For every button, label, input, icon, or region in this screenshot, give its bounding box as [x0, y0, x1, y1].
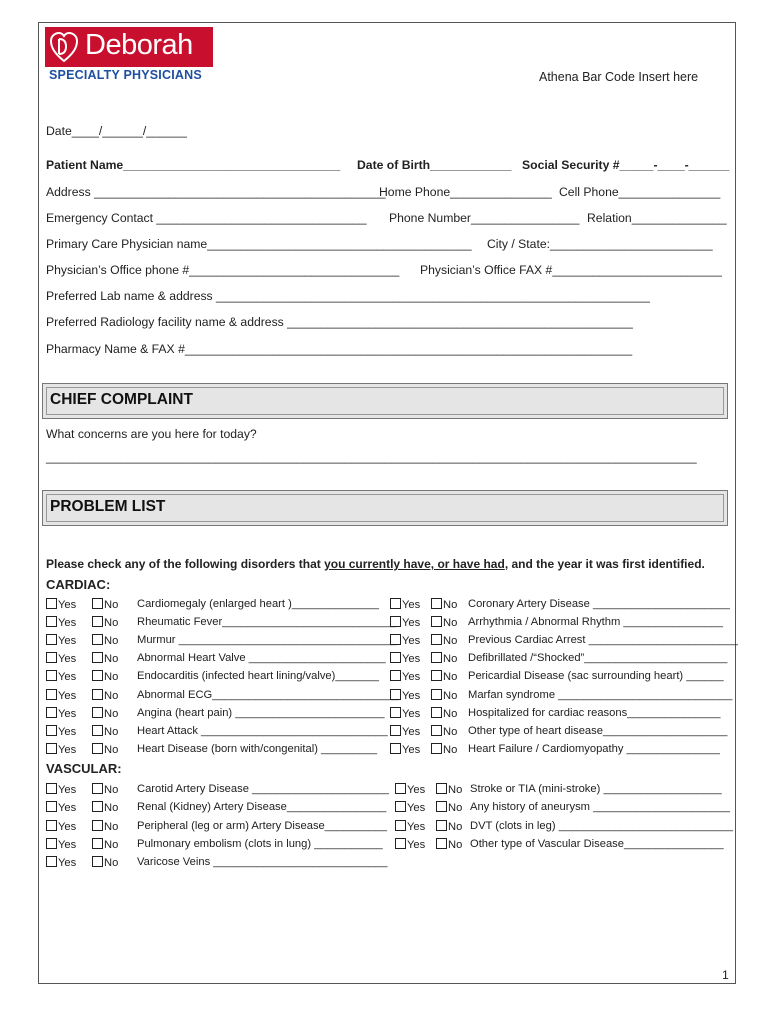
checkbox[interactable] — [46, 725, 57, 736]
checkbox-label: Yes — [407, 784, 426, 796]
vascular-left-yes-checkbox[interactable] — [46, 820, 76, 833]
checkbox-label: Yes — [402, 743, 421, 756]
cardiac-right-item: Hospitalized for cardiac reasons_______________ — [468, 706, 721, 719]
heart-logo-icon — [49, 30, 79, 64]
cardiac-right-item: Defibrillated /“Shocked”_______________________ — [468, 652, 728, 665]
checkbox-label: Yes — [58, 743, 77, 756]
vascular-left-no-checkbox[interactable] — [92, 820, 118, 833]
vascular-left-no-checkbox[interactable] — [92, 783, 118, 796]
checkbox[interactable] — [46, 689, 57, 700]
checkbox[interactable] — [46, 783, 57, 794]
checkbox-label: No — [443, 653, 458, 666]
chief-complaint-header — [42, 383, 728, 419]
cardiac-right-yes-checkbox[interactable] — [390, 598, 420, 611]
checkbox[interactable] — [431, 725, 442, 736]
checkbox-label: Yes — [402, 653, 421, 666]
vascular-left-no-checkbox[interactable] — [92, 801, 118, 814]
checkbox-label: Yes — [58, 599, 77, 611]
checkbox-label: Yes — [58, 653, 77, 666]
checkbox[interactable] — [92, 820, 103, 831]
checkbox-label: Yes — [58, 820, 77, 833]
checkbox[interactable] — [46, 707, 57, 718]
cardiac-left-no-checkbox[interactable] — [92, 652, 118, 665]
checkbox[interactable] — [46, 670, 57, 681]
checkbox[interactable] — [92, 856, 103, 867]
problem-list-instruction: Please check any of the following disorders that you currently have, or have had, and the year it was first identified. — [46, 557, 705, 571]
vascular-left-item: Varicose Veins ____________________________ — [137, 856, 388, 869]
checkbox[interactable] — [390, 725, 401, 736]
cardiac-right-item: Coronary Artery Disease ______________________ — [468, 598, 730, 610]
vascular-right-yes-checkbox[interactable] — [395, 783, 425, 796]
checkbox-label: Yes — [402, 617, 421, 630]
checkbox-label: No — [443, 635, 458, 648]
vascular-right-no-checkbox[interactable] — [436, 801, 462, 814]
checkbox[interactable] — [92, 634, 103, 645]
ssn-field[interactable]: Social Security #_____-____-______ — [522, 158, 730, 172]
vascular-right-yes-checkbox[interactable] — [395, 801, 425, 814]
checkbox[interactable] — [390, 598, 401, 609]
logo-subtitle: SPECIALTY PHYSICIANS — [49, 68, 202, 82]
checkbox[interactable] — [431, 598, 442, 609]
checkbox[interactable] — [92, 801, 103, 812]
vascular-right-no-checkbox[interactable] — [436, 838, 462, 851]
office-phone-field[interactable]: Physician’s Office phone #_______________________________ — [46, 263, 400, 277]
checkbox-label: No — [448, 838, 463, 851]
vascular-left-no-checkbox[interactable] — [92, 838, 118, 851]
checkbox[interactable] — [390, 652, 401, 663]
vascular-left-no-checkbox[interactable] — [92, 856, 118, 869]
checkbox[interactable] — [395, 838, 406, 849]
checkbox[interactable] — [92, 707, 103, 718]
checkbox-label: Yes — [58, 707, 77, 720]
checkbox-label: Yes — [402, 671, 421, 684]
checkbox[interactable] — [395, 783, 406, 794]
logo-banner — [45, 27, 213, 67]
cardiac-right-yes-checkbox[interactable] — [390, 652, 420, 665]
logo-name: Deborah — [85, 29, 193, 61]
cardiac-right-no-checkbox[interactable] — [431, 689, 457, 702]
checkbox[interactable] — [92, 783, 103, 794]
radiology-field[interactable]: Preferred Radiology facility name & address ___________________________________________________ — [46, 315, 633, 329]
checkbox-label: No — [104, 802, 119, 815]
cardiac-left-yes-checkbox[interactable] — [46, 670, 76, 683]
cardiac-left-item: Heart Attack ______________________________ — [137, 724, 388, 737]
checkbox-label: Yes — [402, 599, 421, 611]
checkbox-label: Yes — [58, 689, 77, 702]
checkbox[interactable] — [390, 634, 401, 645]
vascular-right-no-checkbox[interactable] — [436, 783, 462, 796]
checkbox[interactable] — [92, 689, 103, 700]
checkbox-label: Yes — [58, 784, 77, 796]
checkbox[interactable] — [92, 616, 103, 627]
cardiac-left-item: Abnormal Heart Valve ______________________ — [137, 652, 386, 665]
checkbox[interactable] — [431, 670, 442, 681]
checkbox[interactable] — [46, 652, 57, 663]
checkbox-label: Yes — [407, 802, 426, 815]
vascular-left-item: Pulmonary embolism (clots in lung) ___________ — [137, 837, 383, 850]
chief-complaint-question: What concerns are you here for today? — [46, 427, 257, 441]
checkbox-label: No — [104, 820, 119, 833]
checkbox[interactable] — [390, 689, 401, 700]
cardiac-left-item: Abnormal ECG______________________________ — [137, 688, 399, 701]
office-fax-field[interactable]: Physician’s Office FAX #_________________________ — [420, 263, 722, 277]
vascular-left-item: Renal (Kidney) Artery Disease________________ — [137, 801, 387, 814]
address-field[interactable]: Address ___________________________________________ — [46, 185, 386, 199]
checkbox-label: No — [448, 820, 463, 833]
vascular-right-item: Other type of Vascular Disease________________ — [470, 837, 724, 850]
cardiac-left-no-checkbox[interactable] — [92, 598, 118, 611]
checkbox-label: No — [104, 653, 119, 666]
cardiac-heading: CARDIAC: — [46, 577, 111, 592]
vascular-left-item: Peripheral (leg or arm) Artery Disease__________ — [137, 819, 387, 832]
checkbox[interactable] — [431, 634, 442, 645]
city-state-field[interactable]: City / State:________________________ — [487, 237, 713, 251]
patient-name-field[interactable]: Patient Name________________________________ — [46, 158, 341, 172]
cardiac-right-no-checkbox[interactable] — [431, 598, 457, 611]
checkbox-label: Yes — [402, 689, 421, 702]
checkbox[interactable] — [436, 801, 447, 812]
cardiac-left-no-checkbox[interactable] — [92, 707, 118, 720]
home-phone-field[interactable]: Home Phone_______________ — [379, 185, 552, 199]
cardiac-right-no-checkbox[interactable] — [431, 743, 457, 756]
page-number: 1 — [722, 968, 729, 982]
cardiac-left-no-checkbox[interactable] — [92, 616, 118, 629]
cardiac-left-yes-checkbox[interactable] — [46, 689, 76, 702]
cardiac-left-yes-checkbox[interactable] — [46, 652, 76, 665]
cardiac-right-no-checkbox[interactable] — [431, 616, 457, 629]
cardiac-left-yes-checkbox[interactable] — [46, 634, 76, 647]
checkbox-label: Yes — [402, 707, 421, 720]
cardiac-right-item: Previous Cardiac Arrest ________________________ — [468, 634, 738, 647]
lab-field[interactable]: Preferred Lab name & address ________________________________________________________________ — [46, 289, 650, 303]
vascular-left-yes-checkbox[interactable] — [46, 856, 76, 869]
checkbox[interactable] — [431, 616, 442, 627]
cardiac-left-yes-checkbox[interactable] — [46, 743, 76, 756]
checkbox[interactable] — [46, 838, 57, 849]
cardiac-right-no-checkbox[interactable] — [431, 725, 457, 738]
checkbox[interactable] — [46, 801, 57, 812]
checkbox-label: No — [104, 671, 119, 684]
checkbox-label: No — [104, 725, 119, 738]
checkbox-label: Yes — [402, 725, 421, 738]
barcode-note: Athena Bar Code Insert here — [539, 70, 699, 84]
pharmacy-field[interactable]: Pharmacy Name & FAX #__________________________________________________________________ — [46, 342, 633, 356]
checkbox[interactable] — [92, 598, 103, 609]
pcp-name-field[interactable]: Primary Care Physician name_______________________________________ — [46, 237, 472, 251]
cardiac-right-item: Other type of heart disease____________________ — [468, 724, 728, 737]
cardiac-right-item: Marfan syndrome ____________________________ — [468, 688, 733, 701]
checkbox[interactable] — [92, 838, 103, 849]
checkbox-label: No — [443, 725, 458, 738]
checkbox-label: No — [104, 617, 119, 630]
checkbox[interactable] — [431, 652, 442, 663]
checkbox-label: No — [104, 784, 119, 796]
checkbox-label: Yes — [58, 802, 77, 815]
cardiac-left-item: Heart Disease (born with/congenital) _________ — [137, 742, 378, 755]
checkbox[interactable] — [436, 783, 447, 794]
deborah-logo — [45, 27, 215, 83]
cardiac-right-yes-checkbox[interactable] — [390, 743, 420, 756]
checkbox-label: Yes — [407, 838, 426, 851]
checkbox-label: No — [104, 707, 119, 720]
checkbox-label: No — [443, 599, 458, 611]
cardiac-left-yes-checkbox[interactable] — [46, 725, 76, 738]
cardiac-right-item: Arrhythmia / Abnormal Rhythm ________________ — [468, 616, 723, 629]
checkbox[interactable] — [390, 707, 401, 718]
checkbox-label: No — [443, 707, 458, 720]
checkbox-label: Yes — [58, 635, 77, 648]
checkbox-label: Yes — [407, 820, 426, 833]
vascular-right-yes-checkbox[interactable] — [395, 838, 425, 851]
cardiac-right-yes-checkbox[interactable] — [390, 707, 420, 720]
vascular-left-yes-checkbox[interactable] — [46, 838, 76, 851]
cardiac-left-no-checkbox[interactable] — [92, 725, 118, 738]
checkbox-label: No — [104, 743, 119, 756]
checkbox[interactable] — [92, 652, 103, 663]
chief-complaint-title: CHIEF COMPLAINT — [50, 391, 193, 408]
cardiac-left-no-checkbox[interactable] — [92, 670, 118, 683]
cardiac-left-no-checkbox[interactable] — [92, 689, 118, 702]
vascular-right-item: DVT (clots in leg) ____________________________ — [470, 819, 733, 832]
checkbox[interactable] — [431, 689, 442, 700]
emergency-phone-field[interactable]: Phone Number________________ — [389, 211, 580, 225]
cardiac-left-yes-checkbox[interactable] — [46, 707, 76, 720]
cardiac-right-yes-checkbox[interactable] — [390, 634, 420, 647]
checkbox[interactable] — [390, 616, 401, 627]
checkbox-label: No — [443, 671, 458, 684]
checkbox-label: No — [104, 857, 119, 870]
vascular-right-item: Any history of aneurysm ______________________ — [470, 801, 730, 814]
checkbox[interactable] — [390, 670, 401, 681]
cardiac-right-yes-checkbox[interactable] — [390, 689, 420, 702]
checkbox-label: No — [448, 784, 463, 796]
checkbox-label: Yes — [402, 635, 421, 648]
emergency-contact-field[interactable]: Emergency Contact _______________________________ — [46, 211, 367, 225]
checkbox[interactable] — [46, 616, 57, 627]
checkbox-label: Yes — [58, 671, 77, 684]
cardiac-left-item: Endocarditis (infected heart lining/valve)_______ — [137, 670, 379, 683]
checkbox[interactable] — [92, 743, 103, 754]
cardiac-right-item: Heart Failure / Cardiomyopathy _______________ — [468, 742, 720, 755]
vascular-left-yes-checkbox[interactable] — [46, 801, 76, 814]
checkbox-label: No — [104, 838, 119, 851]
vascular-left-item: Carotid Artery Disease ______________________ — [137, 783, 389, 795]
checkbox[interactable] — [431, 707, 442, 718]
cardiac-left-no-checkbox[interactable] — [92, 743, 118, 756]
checkbox-label: No — [104, 635, 119, 648]
checkbox-label: No — [104, 599, 119, 611]
checkbox-label: Yes — [58, 838, 77, 851]
cardiac-right-no-checkbox[interactable] — [431, 670, 457, 683]
cardiac-left-yes-checkbox[interactable] — [46, 598, 76, 611]
checkbox-label: No — [104, 689, 119, 702]
cardiac-right-no-checkbox[interactable] — [431, 634, 457, 647]
checkbox-label: Yes — [58, 725, 77, 738]
checkbox-label: No — [443, 617, 458, 630]
cell-phone-field[interactable]: Cell Phone_______________ — [559, 185, 721, 199]
cardiac-left-yes-checkbox[interactable] — [46, 616, 76, 629]
cardiac-left-item: Cardiomegaly (enlarged heart )______________ — [137, 598, 379, 610]
cardiac-right-no-checkbox[interactable] — [431, 707, 457, 720]
cardiac-right-no-checkbox[interactable] — [431, 652, 457, 665]
cardiac-right-item: Pericardial Disease (sac surrounding heart) ______ — [468, 670, 724, 683]
checkbox[interactable] — [436, 820, 447, 831]
cardiac-left-item: Angina (heart pain) ________________________ — [137, 706, 385, 719]
checkbox[interactable] — [46, 743, 57, 754]
checkbox-label: No — [448, 802, 463, 815]
vascular-heading: VASCULAR: — [46, 761, 122, 776]
relation-field[interactable]: Relation______________ — [587, 211, 727, 225]
checkbox-label: Yes — [58, 617, 77, 630]
cardiac-left-no-checkbox[interactable] — [92, 634, 118, 647]
checkbox[interactable] — [395, 801, 406, 812]
checkbox[interactable] — [92, 670, 103, 681]
checkbox[interactable] — [390, 743, 401, 754]
cardiac-right-yes-checkbox[interactable] — [390, 670, 420, 683]
cardiac-left-item: Rheumatic Fever____________________________ — [137, 616, 397, 629]
vascular-right-no-checkbox[interactable] — [436, 820, 462, 833]
checkbox[interactable] — [46, 856, 57, 867]
cardiac-right-yes-checkbox[interactable] — [390, 616, 420, 629]
cardiac-right-yes-checkbox[interactable] — [390, 725, 420, 738]
cardiac-left-item: Murmur ___________________________________ — [137, 634, 397, 647]
date-field[interactable]: Date____/______/______ — [46, 124, 187, 138]
checkbox[interactable] — [92, 725, 103, 736]
checkbox[interactable] — [46, 598, 57, 609]
dob-field[interactable]: Date of Birth____________ — [357, 158, 512, 172]
vascular-right-item: Stroke or TIA (mini-stroke) ___________________ — [470, 783, 722, 795]
vascular-right-yes-checkbox[interactable] — [395, 820, 425, 833]
chief-complaint-answer[interactable]: ________________________________________________________________________________________________ — [46, 450, 697, 464]
checkbox-label: No — [443, 689, 458, 702]
vascular-left-yes-checkbox[interactable] — [46, 783, 76, 796]
checkbox[interactable] — [431, 743, 442, 754]
checkbox[interactable] — [395, 820, 406, 831]
problem-list-header — [42, 490, 728, 526]
checkbox[interactable] — [436, 838, 447, 849]
problem-list-title: PROBLEM LIST — [50, 498, 166, 515]
checkbox[interactable] — [46, 634, 57, 645]
checkbox-label: No — [443, 743, 458, 756]
checkbox[interactable] — [46, 820, 57, 831]
checkbox-label: Yes — [58, 857, 77, 870]
